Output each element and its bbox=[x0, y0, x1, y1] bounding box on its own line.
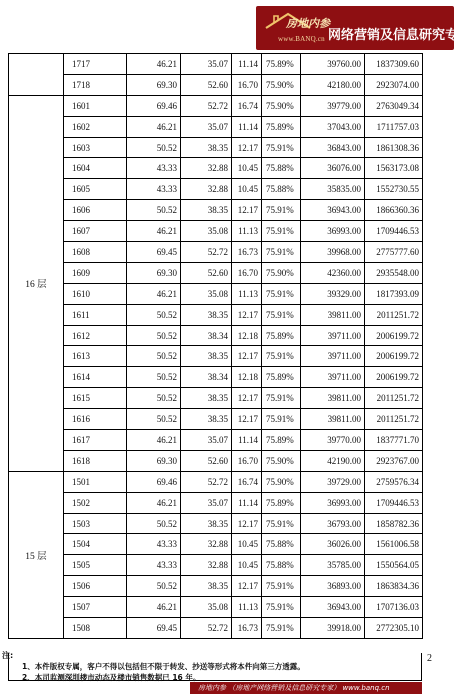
unit-price-cell: 42180.00 bbox=[301, 74, 365, 95]
table-row bbox=[9, 95, 423, 116]
total-price-cell: 2006199.72 bbox=[365, 367, 423, 388]
table-row bbox=[9, 534, 423, 555]
ratio-cell: 75.88% bbox=[262, 179, 301, 200]
area-cell: 69.45 bbox=[127, 618, 181, 639]
inner-area-cell: 35.07 bbox=[181, 54, 232, 75]
total-price-cell: 1707136.03 bbox=[365, 597, 423, 618]
total-price-cell: 1861308.36 bbox=[365, 137, 423, 158]
ratio-cell: 75.89% bbox=[262, 54, 301, 75]
area-cell: 50.52 bbox=[127, 513, 181, 534]
shared-area-cell: 11.14 bbox=[232, 492, 262, 513]
unit-price-table bbox=[8, 53, 423, 639]
area-cell: 69.30 bbox=[127, 74, 181, 95]
total-price-cell: 2011251.72 bbox=[365, 304, 423, 325]
table-row bbox=[9, 367, 423, 388]
ratio-cell: 75.90% bbox=[262, 471, 301, 492]
inner-area-cell: 52.72 bbox=[181, 471, 232, 492]
unit-price-cell: 39711.00 bbox=[301, 367, 365, 388]
total-price-cell: 1863834.36 bbox=[365, 576, 423, 597]
area-cell: 69.30 bbox=[127, 262, 181, 283]
table-row bbox=[9, 158, 423, 179]
shared-area-cell: 16.70 bbox=[232, 262, 262, 283]
unit-cell: 1503 bbox=[64, 513, 127, 534]
shared-area-cell: 10.45 bbox=[232, 555, 262, 576]
table-row bbox=[9, 74, 423, 95]
shared-area-cell: 16.73 bbox=[232, 618, 262, 639]
inner-area-cell: 35.08 bbox=[181, 597, 232, 618]
unit-cell: 1508 bbox=[64, 618, 127, 639]
unit-cell: 1615 bbox=[64, 388, 127, 409]
inner-area-cell: 52.60 bbox=[181, 450, 232, 471]
unit-cell: 1611 bbox=[64, 304, 127, 325]
area-cell: 69.45 bbox=[127, 242, 181, 263]
ratio-cell: 75.91% bbox=[262, 409, 301, 430]
inner-area-cell: 35.07 bbox=[181, 116, 232, 137]
shared-area-cell: 12.18 bbox=[232, 325, 262, 346]
table-row bbox=[9, 283, 423, 304]
area-cell: 69.30 bbox=[127, 450, 181, 471]
table-row bbox=[9, 262, 423, 283]
table-row bbox=[9, 137, 423, 158]
total-price-cell: 2006199.72 bbox=[365, 325, 423, 346]
ratio-cell: 75.91% bbox=[262, 618, 301, 639]
total-price-cell: 1711757.03 bbox=[365, 116, 423, 137]
area-cell: 50.52 bbox=[127, 137, 181, 158]
unit-price-cell: 39968.00 bbox=[301, 242, 365, 263]
brand-name: 房地内参 bbox=[286, 18, 330, 30]
unit-cell: 1607 bbox=[64, 221, 127, 242]
table-row bbox=[9, 430, 423, 451]
inner-area-cell: 38.35 bbox=[181, 304, 232, 325]
total-price-cell: 1866360.36 bbox=[365, 200, 423, 221]
unit-cell: 1604 bbox=[64, 158, 127, 179]
shared-area-cell: 12.17 bbox=[232, 304, 262, 325]
shared-area-cell: 10.45 bbox=[232, 158, 262, 179]
area-cell: 50.52 bbox=[127, 304, 181, 325]
inner-area-cell: 38.35 bbox=[181, 388, 232, 409]
ratio-cell: 75.91% bbox=[262, 346, 301, 367]
total-price-cell: 1709446.53 bbox=[365, 221, 423, 242]
area-cell: 46.21 bbox=[127, 221, 181, 242]
total-price-cell: 2759576.34 bbox=[365, 471, 423, 492]
total-price-cell: 1817393.09 bbox=[365, 283, 423, 304]
area-cell: 50.52 bbox=[127, 409, 181, 430]
total-price-cell: 1837771.70 bbox=[365, 430, 423, 451]
unit-price-cell: 39329.00 bbox=[301, 283, 365, 304]
unit-price-cell: 39779.00 bbox=[301, 95, 365, 116]
table-row bbox=[9, 388, 423, 409]
area-cell: 50.52 bbox=[127, 367, 181, 388]
unit-cell: 1612 bbox=[64, 325, 127, 346]
shared-area-cell: 12.17 bbox=[232, 388, 262, 409]
total-price-cell: 1709446.53 bbox=[365, 492, 423, 513]
table-row bbox=[9, 200, 423, 221]
area-cell: 46.21 bbox=[127, 597, 181, 618]
unit-cell: 1618 bbox=[64, 450, 127, 471]
inner-area-cell: 35.08 bbox=[181, 221, 232, 242]
floor-cell bbox=[9, 54, 64, 96]
area-cell: 50.52 bbox=[127, 200, 181, 221]
footer-banner: 房地内参 （房地产网络营销及信息研究专家） www.banq.cn bbox=[190, 682, 422, 694]
unit-price-cell: 39918.00 bbox=[301, 618, 365, 639]
area-cell: 69.46 bbox=[127, 471, 181, 492]
inner-area-cell: 32.88 bbox=[181, 158, 232, 179]
table-row bbox=[9, 409, 423, 430]
brand-banner bbox=[256, 6, 471, 50]
ratio-cell: 75.89% bbox=[262, 492, 301, 513]
table-row bbox=[9, 325, 423, 346]
ratio-cell: 75.89% bbox=[262, 325, 301, 346]
ratio-cell: 75.88% bbox=[262, 555, 301, 576]
ratio-cell: 75.90% bbox=[262, 450, 301, 471]
shared-area-cell: 16.74 bbox=[232, 471, 262, 492]
total-price-cell: 2011251.72 bbox=[365, 388, 423, 409]
unit-cell: 1614 bbox=[64, 367, 127, 388]
unit-price-cell: 36993.00 bbox=[301, 492, 365, 513]
unit-cell: 1601 bbox=[64, 95, 127, 116]
table-row bbox=[9, 116, 423, 137]
unit-cell: 1502 bbox=[64, 492, 127, 513]
unit-price-cell: 39711.00 bbox=[301, 346, 365, 367]
shared-area-cell: 12.17 bbox=[232, 409, 262, 430]
table-row bbox=[9, 555, 423, 576]
inner-area-cell: 38.34 bbox=[181, 325, 232, 346]
area-cell: 46.21 bbox=[127, 492, 181, 513]
unit-price-cell: 39711.00 bbox=[301, 325, 365, 346]
table-row bbox=[9, 304, 423, 325]
inner-area-cell: 52.60 bbox=[181, 74, 232, 95]
page-number: 2 bbox=[427, 653, 432, 664]
unit-cell: 1506 bbox=[64, 576, 127, 597]
unit-price-cell: 36893.00 bbox=[301, 576, 365, 597]
unit-price-cell: 36793.00 bbox=[301, 513, 365, 534]
unit-price-cell: 36843.00 bbox=[301, 137, 365, 158]
inner-area-cell: 38.35 bbox=[181, 137, 232, 158]
area-cell: 69.46 bbox=[127, 95, 181, 116]
unit-price-cell: 36076.00 bbox=[301, 158, 365, 179]
unit-price-cell: 36993.00 bbox=[301, 221, 365, 242]
shared-area-cell: 12.17 bbox=[232, 137, 262, 158]
unit-cell: 1605 bbox=[64, 179, 127, 200]
shared-area-cell: 16.74 bbox=[232, 95, 262, 116]
shared-area-cell: 16.70 bbox=[232, 74, 262, 95]
ratio-cell: 75.91% bbox=[262, 137, 301, 158]
table-row bbox=[9, 597, 423, 618]
unit-price-cell: 39729.00 bbox=[301, 471, 365, 492]
unit-price-cell: 42360.00 bbox=[301, 262, 365, 283]
total-price-cell: 2011251.72 bbox=[365, 409, 423, 430]
inner-area-cell: 52.72 bbox=[181, 242, 232, 263]
total-price-cell: 1561006.58 bbox=[365, 534, 423, 555]
ratio-cell: 75.91% bbox=[262, 200, 301, 221]
inner-area-cell: 35.07 bbox=[181, 492, 232, 513]
inner-area-cell: 32.88 bbox=[181, 555, 232, 576]
table-row bbox=[9, 242, 423, 263]
unit-cell: 1717 bbox=[64, 54, 127, 75]
total-price-cell: 2923767.00 bbox=[365, 450, 423, 471]
ratio-cell: 75.89% bbox=[262, 116, 301, 137]
shared-area-cell: 11.14 bbox=[232, 430, 262, 451]
unit-cell: 1616 bbox=[64, 409, 127, 430]
ratio-cell: 75.91% bbox=[262, 513, 301, 534]
area-cell: 50.52 bbox=[127, 346, 181, 367]
unit-price-cell: 35835.00 bbox=[301, 179, 365, 200]
unit-price-cell: 42190.00 bbox=[301, 450, 365, 471]
note-line-1: 1、本件版权专属，客户不得以包括但不限于转发、抄送等形式将本件向第三方透露。 bbox=[22, 662, 305, 671]
inner-area-cell: 38.35 bbox=[181, 513, 232, 534]
ratio-cell: 75.89% bbox=[262, 367, 301, 388]
table-row bbox=[9, 576, 423, 597]
ratio-cell: 75.90% bbox=[262, 74, 301, 95]
page-header bbox=[0, 0, 471, 52]
total-price-cell: 2006199.72 bbox=[365, 346, 423, 367]
floor-cell: 15 层 bbox=[9, 471, 64, 638]
inner-area-cell: 32.88 bbox=[181, 534, 232, 555]
unit-price-cell: 39760.00 bbox=[301, 54, 365, 75]
shared-area-cell: 12.17 bbox=[232, 346, 262, 367]
unit-cell: 1602 bbox=[64, 116, 127, 137]
shared-area-cell: 11.14 bbox=[232, 54, 262, 75]
unit-cell: 1505 bbox=[64, 555, 127, 576]
unit-price-cell: 36943.00 bbox=[301, 597, 365, 618]
table-row bbox=[9, 346, 423, 367]
table-row bbox=[9, 492, 423, 513]
unit-price-cell: 36026.00 bbox=[301, 534, 365, 555]
area-cell: 46.21 bbox=[127, 283, 181, 304]
unit-cell: 1718 bbox=[64, 74, 127, 95]
unit-price-cell: 36943.00 bbox=[301, 200, 365, 221]
total-price-cell: 2772305.10 bbox=[365, 618, 423, 639]
unit-cell: 1504 bbox=[64, 534, 127, 555]
shared-area-cell: 16.73 bbox=[232, 242, 262, 263]
unit-cell: 1610 bbox=[64, 283, 127, 304]
inner-area-cell: 38.35 bbox=[181, 200, 232, 221]
unit-cell: 1507 bbox=[64, 597, 127, 618]
total-price-cell: 1858782.36 bbox=[365, 513, 423, 534]
shared-area-cell: 12.17 bbox=[232, 200, 262, 221]
ratio-cell: 75.91% bbox=[262, 221, 301, 242]
ratio-cell: 75.88% bbox=[262, 158, 301, 179]
unit-price-cell: 39811.00 bbox=[301, 409, 365, 430]
ratio-cell: 75.90% bbox=[262, 262, 301, 283]
ratio-cell: 75.91% bbox=[262, 576, 301, 597]
unit-price-cell: 37043.00 bbox=[301, 116, 365, 137]
ratio-cell: 75.91% bbox=[262, 597, 301, 618]
shared-area-cell: 11.13 bbox=[232, 221, 262, 242]
inner-area-cell: 52.72 bbox=[181, 95, 232, 116]
table-row bbox=[9, 450, 423, 471]
total-price-cell: 2775777.60 bbox=[365, 242, 423, 263]
unit-price-cell: 39811.00 bbox=[301, 388, 365, 409]
table-row bbox=[9, 513, 423, 534]
unit-price-cell: 39811.00 bbox=[301, 304, 365, 325]
unit-cell: 1608 bbox=[64, 242, 127, 263]
inner-area-cell: 38.35 bbox=[181, 576, 232, 597]
total-price-cell: 2935548.00 bbox=[365, 262, 423, 283]
table-row bbox=[9, 471, 423, 492]
inner-area-cell: 38.35 bbox=[181, 409, 232, 430]
inner-area-cell: 35.08 bbox=[181, 283, 232, 304]
area-cell: 43.33 bbox=[127, 555, 181, 576]
table-row bbox=[9, 221, 423, 242]
note-title: 注: bbox=[2, 651, 14, 660]
unit-cell: 1603 bbox=[64, 137, 127, 158]
total-price-cell: 1563173.08 bbox=[365, 158, 423, 179]
unit-price-cell: 35785.00 bbox=[301, 555, 365, 576]
unit-price-cell: 39770.00 bbox=[301, 430, 365, 451]
inner-area-cell: 38.34 bbox=[181, 367, 232, 388]
unit-cell: 1609 bbox=[64, 262, 127, 283]
area-cell: 46.21 bbox=[127, 54, 181, 75]
ratio-cell: 75.91% bbox=[262, 283, 301, 304]
total-price-cell: 1550564.05 bbox=[365, 555, 423, 576]
table-row bbox=[9, 179, 423, 200]
ratio-cell: 75.91% bbox=[262, 242, 301, 263]
shared-area-cell: 11.13 bbox=[232, 283, 262, 304]
total-price-cell: 1837309.60 bbox=[365, 54, 423, 75]
area-cell: 43.33 bbox=[127, 179, 181, 200]
floor-cell: 16 层 bbox=[9, 95, 64, 471]
area-cell: 46.21 bbox=[127, 116, 181, 137]
inner-area-cell: 32.88 bbox=[181, 179, 232, 200]
shared-area-cell: 11.14 bbox=[232, 116, 262, 137]
total-price-cell: 2763049.34 bbox=[365, 95, 423, 116]
unit-cell: 1606 bbox=[64, 200, 127, 221]
unit-cell: 1613 bbox=[64, 346, 127, 367]
shared-area-cell: 12.17 bbox=[232, 513, 262, 534]
inner-area-cell: 38.35 bbox=[181, 346, 232, 367]
total-price-cell: 1552730.55 bbox=[365, 179, 423, 200]
inner-area-cell: 35.07 bbox=[181, 430, 232, 451]
unit-cell: 1501 bbox=[64, 471, 127, 492]
ratio-cell: 75.89% bbox=[262, 430, 301, 451]
area-cell: 50.52 bbox=[127, 576, 181, 597]
area-cell: 43.33 bbox=[127, 158, 181, 179]
inner-area-cell: 52.60 bbox=[181, 262, 232, 283]
inner-area-cell: 52.72 bbox=[181, 618, 232, 639]
brand-site: www.BANQ.cn bbox=[278, 35, 325, 43]
shared-area-cell: 11.13 bbox=[232, 597, 262, 618]
table-row bbox=[9, 54, 423, 75]
ratio-cell: 75.88% bbox=[262, 534, 301, 555]
area-cell: 50.52 bbox=[127, 388, 181, 409]
ratio-cell: 75.91% bbox=[262, 388, 301, 409]
area-cell: 46.21 bbox=[127, 430, 181, 451]
shared-area-cell: 10.45 bbox=[232, 179, 262, 200]
area-cell: 43.33 bbox=[127, 534, 181, 555]
shared-area-cell: 10.45 bbox=[232, 534, 262, 555]
shared-area-cell: 12.17 bbox=[232, 576, 262, 597]
shared-area-cell: 12.18 bbox=[232, 367, 262, 388]
ratio-cell: 75.91% bbox=[262, 304, 301, 325]
brand-slogan: 网络营销及信息研究专家 bbox=[328, 28, 471, 43]
shared-area-cell: 16.70 bbox=[232, 450, 262, 471]
ratio-cell: 75.90% bbox=[262, 95, 301, 116]
table-row bbox=[9, 618, 423, 639]
total-price-cell: 2923074.00 bbox=[365, 74, 423, 95]
unit-cell: 1617 bbox=[64, 430, 127, 451]
note-line-2: 2、本司监测深圳楼市动态及楼市销售数据已 16 年。 bbox=[22, 673, 201, 682]
area-cell: 50.52 bbox=[127, 325, 181, 346]
